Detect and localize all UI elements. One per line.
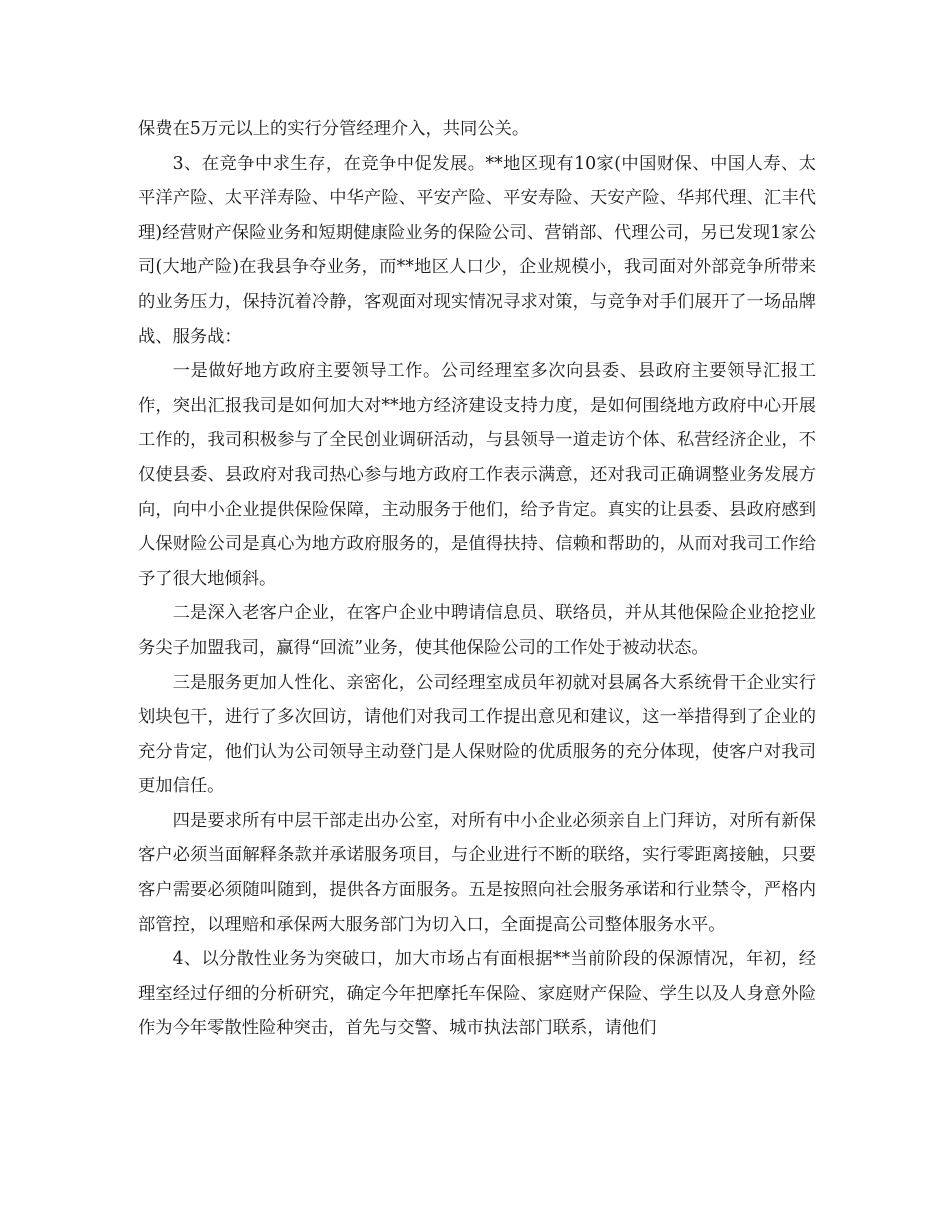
paragraph-point-four: 四是要求所有中层干部走出办公室，对所有中小企业必须亲自上门拜访，对所有新保客户必须当面解释条款并承诺服务项目，与企业进行不断的联络，实行零距离接触，只要客户需要必须随叫随到，提供各方面服务。五是按照向社会服务承诺和行业禁令，严格内部管控，以理赔和承保两大服务部门为切入口，全面提高公司整体服务水平。 [138,810,816,935]
paragraph-point-two: 二是深入老客户企业，在客户企业中聘请信息员、联络员，并从其他保险企业抢挖业务尖子加盟我司，赢得“回流”业务，使其他保险公司的工作处于被动状态。 [138,603,816,658]
paragraph-continuation: 保费在5万元以上的实行分管经理介入，共同公关。 [138,119,530,139]
paragraph-item-4: 4、以分散性业务为突破口，加大市场占有面根据**当前阶段的保源情况，年初，经理室经过仔细的分析研究，确定今年把摩托车保险、家庭财产保险、学生以及人身意外险作为今年零散性险种突击，首先与交警、城市执法部门联系，请他们 [138,949,816,1039]
paragraph-point-one: 一是做好地方政府主要领导工作。公司经理室多次向县委、县政府主要领导汇报工作，突出汇报我司是如何加大对**地方经济建设支持力度，是如何围绕地方政府中心开展工作的，我司积极参与了全民创业调研活动，与县领导一道走访个体、私营经济企业，不仅使县委、县政府对我司热心参与地方政府工作表示满意，还对我司正确调整业务发展方向，向中小企业提供保险保障，主动服务于他们，给予肯定。真实的让县委、县政府感到人保财险公司是真心为地方政府服务的，是值得扶持、信赖和帮助的，从而对我司工作给予了很大地倾斜。 [138,361,816,589]
paragraph-point-three: 三是服务更加人性化、亲密化，公司经理室成员年初就对县属各大系统骨干企业实行划块包干，进行了多次回访，请他们对我司工作提出意见和建议，这一举措得到了企业的充分肯定，他们认为公司领导主动登门是人保财险的优质服务的充分体现，使客户对我司更加信任。 [138,672,816,797]
paragraph-item-3: 3、在竞争中求生存，在竞争中促发展。**地区现有10家(中国财保、中国人寿、太平洋产险、太平洋寿险、中华产险、平安产险、平安寿险、天安产险、华邦代理、汇丰代理)经营财产保险业务和短期健康险业务的保险公司、营销部、代理公司，另已发现1家公司(大地产险)在我县争夺业务，而**地区人口少，企业规模小，我司面对外部竞争所带来的业务压力，保持沉着冷静，客观面对现实情况寻求对策，与竞争对手们展开了一场品牌战、服务战： [138,153,816,347]
document-body [138,112,816,1046]
